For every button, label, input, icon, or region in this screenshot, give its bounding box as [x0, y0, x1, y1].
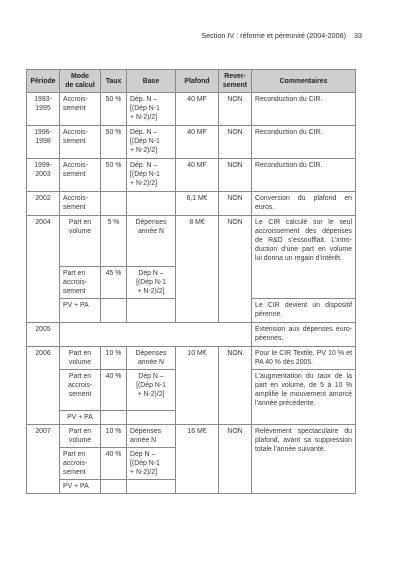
- cell-periode: 1996- 1998: [27, 126, 60, 159]
- cell-commentaires: Le CIR calculé sur le seul accroissement des dépenses de R&D s’essoufflait. L’intro-duction d’une part en volume lui donna un regain d’intérêt.: [252, 216, 356, 299]
- cell-taux: 40 %: [101, 370, 127, 411]
- cell-base: Dép N – [(Dép N-1 + N-2)/2]: [127, 370, 176, 411]
- cell-mode: Accrois- sement: [60, 126, 101, 159]
- table-row: [27, 323, 356, 347]
- cell-mode: Accrois- sement: [60, 93, 101, 126]
- col-header-taux: Taux: [101, 70, 127, 93]
- cell-plafond: 40 MF: [176, 159, 219, 192]
- table-row: [27, 216, 356, 267]
- cell-reversement: NON: [219, 93, 252, 126]
- cell-base: Dép N – [(Dép N-1 + N-2)/2]: [127, 448, 176, 480]
- cell-mode: Part en accrois- sement: [60, 267, 101, 299]
- cell-commentaires: Conversion du plafond en euros.: [252, 192, 356, 216]
- cell-plafond: 8 M€: [176, 216, 219, 323]
- cell-periode: 2004: [27, 216, 60, 323]
- cell-taux: 5 %: [101, 216, 127, 267]
- cell-plafond: 10 M€: [176, 347, 219, 425]
- cell-base: Dép. N – [(Dép N-1 + N-2)/2]: [127, 126, 176, 159]
- cell-taux: 50 %: [101, 159, 127, 192]
- cell-reversement: NON: [219, 216, 252, 323]
- cell-taux-empty: [101, 411, 127, 425]
- cell-mode: Accrois- sement: [60, 192, 101, 216]
- cell-mode: Part en volume: [60, 425, 101, 448]
- cell-commentaires: Pour le CIR Textile, PV 10 % et PA 40 % dès 2005.: [252, 347, 356, 370]
- cell-taux: 40 %: [101, 448, 127, 480]
- cell-plafond: 16 M€: [176, 425, 219, 494]
- cell-base-empty: [127, 299, 176, 323]
- table-row: [27, 347, 356, 370]
- col-header-periode: Période: [27, 70, 60, 93]
- cell-reversement: NON: [219, 159, 252, 192]
- cell-taux: 45 %: [101, 267, 127, 299]
- cell-mode: Accrois- sement: [60, 159, 101, 192]
- cell-taux: 50 %: [101, 93, 127, 126]
- cell-periode: 2002: [27, 192, 60, 216]
- cell-plafond: 40 MF: [176, 93, 219, 126]
- cell-reversement: NON: [219, 192, 252, 216]
- page-number: 33: [354, 31, 362, 40]
- col-header-reversement: Rever- sement: [219, 70, 252, 93]
- cell-taux: 10 %: [101, 425, 127, 448]
- cell-base-empty: [127, 480, 176, 494]
- col-header-plafond: Plafond: [176, 70, 219, 93]
- col-header-mode: Mode de calcul: [60, 70, 101, 93]
- cell-commentaires: Relèvement spectaculaire du plafond, avant sa suppression totale l’année suivante.: [252, 425, 356, 494]
- running-header: [0, 31, 362, 40]
- cell-mode: PV + PA: [60, 411, 101, 425]
- cell-taux-empty: [101, 192, 127, 216]
- cell-base: Dépenses année N: [127, 425, 176, 448]
- cell-periode: 2007: [27, 425, 60, 494]
- section-title: Section IV : réforme et pérennité (2004-2008): [201, 31, 346, 40]
- cell-mode: PV + PA: [60, 480, 101, 494]
- cell-commentaires: Reconduction du CIR.: [252, 159, 356, 192]
- cell-plafond: 6,1 M€: [176, 192, 219, 216]
- cell-plafond: 40 MF: [176, 126, 219, 159]
- cell-commentaires: Le CIR devient un dispositif pérenne.: [252, 299, 356, 323]
- cell-base: Dép. N – [(Dép N-1 + N-2)/2]: [127, 93, 176, 126]
- cir-history-table: [26, 69, 356, 494]
- cell-periode: 1999- 2003: [27, 159, 60, 192]
- cell-taux: 10 %: [101, 347, 127, 370]
- cell-commentaires: L’augmentation du taux de la part en volume, de 5 à 10 % amplifie le mouvement amorcé l’année précédente.: [252, 370, 356, 425]
- table-row: [27, 93, 356, 126]
- cell-commentaires: Reconduction du CIR.: [252, 126, 356, 159]
- cell-base-empty: [127, 411, 176, 425]
- col-header-base: Base: [127, 70, 176, 93]
- cell-mode: PV + PA: [60, 299, 101, 323]
- table-row: [27, 425, 356, 448]
- cell-base: Dépenses année N: [127, 347, 176, 370]
- table-row: [27, 159, 356, 192]
- cell-mode: Part en volume: [60, 216, 101, 267]
- cell-periode: 2005: [27, 323, 60, 347]
- cell-base: Dépenses année N: [127, 216, 176, 267]
- cell-periode: 1993- 1995: [27, 93, 60, 126]
- cell-periode: 2006: [27, 347, 60, 425]
- cell-taux-empty: [101, 299, 127, 323]
- cell-base: Dép. N – [(Dép N-1 + N-2)/2]: [127, 159, 176, 192]
- cell-commentaires: Extension aux dépenses euro-péennes.: [252, 323, 356, 347]
- col-header-commentaires: Commentaires: [252, 70, 356, 93]
- cell-taux-empty: [101, 480, 127, 494]
- table-row: [27, 192, 356, 216]
- cell-empty-span: [60, 323, 252, 347]
- cell-reversement: NON: [219, 126, 252, 159]
- cell-base-empty: [127, 192, 176, 216]
- cell-base: Dép N – [(Dép N-1 + N-2)/2]: [127, 267, 176, 299]
- cell-reversement: NON: [219, 347, 252, 425]
- cell-mode: Part en volume: [60, 347, 101, 370]
- cell-mode: Part en accrois- sement: [60, 448, 101, 480]
- cell-taux: 50 %: [101, 126, 127, 159]
- table-row: [27, 126, 356, 159]
- cell-reversement: NON: [219, 425, 252, 494]
- cell-commentaires: Reconduction du CIR.: [252, 93, 356, 126]
- cell-mode: Part en accrois- sement: [60, 370, 101, 411]
- table-header-row: [27, 70, 356, 93]
